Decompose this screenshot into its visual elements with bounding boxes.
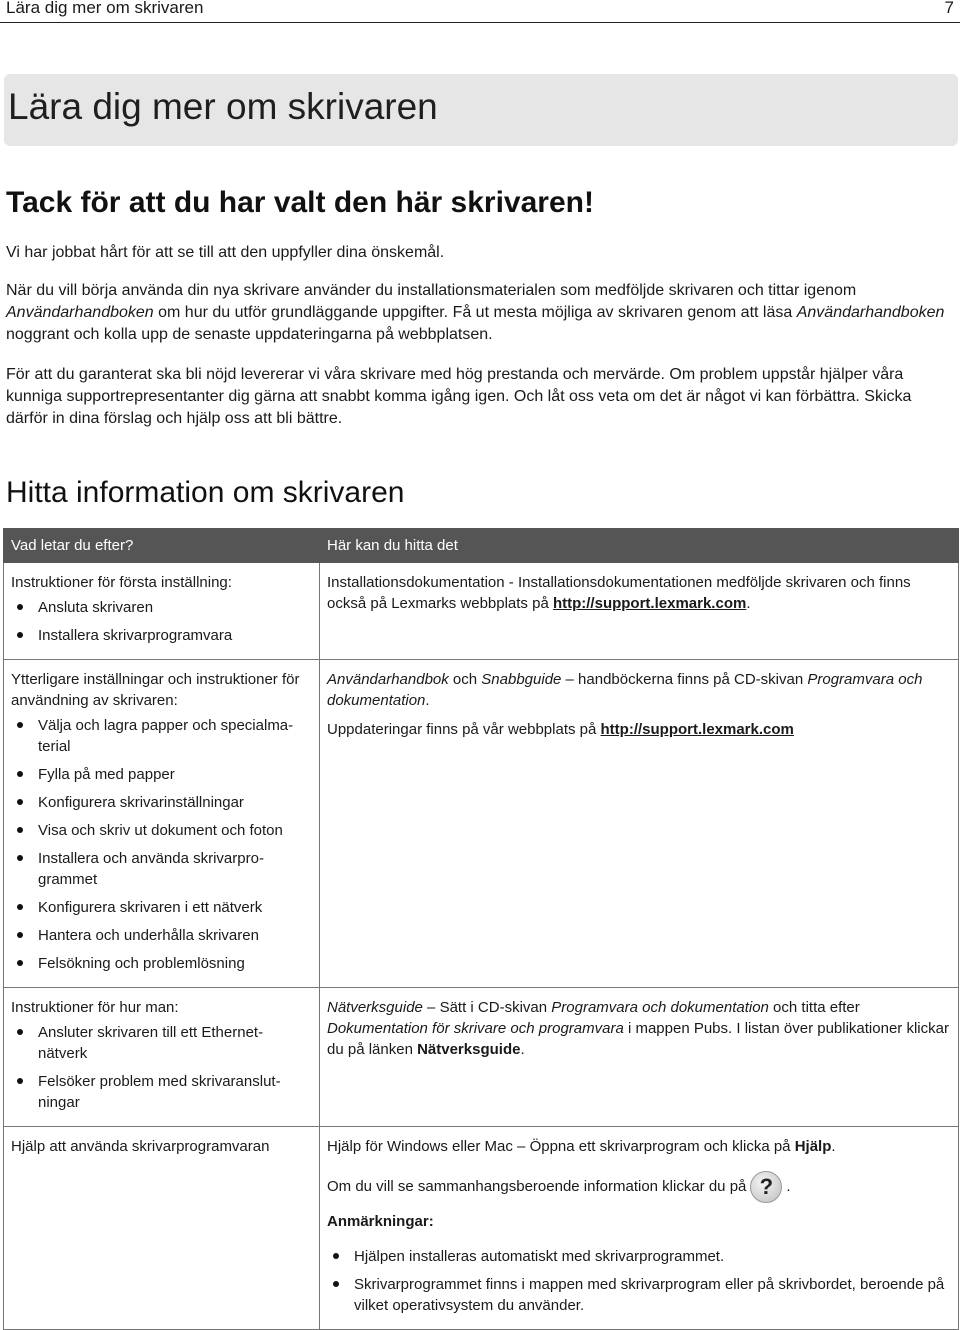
running-header-title: Lära dig mer om skrivaren bbox=[6, 0, 204, 17]
text-run-italic: Användarhandbok bbox=[327, 671, 449, 688]
paragraph-intro: Vi har jobbat hårt för att se till att den uppfyller dina önskemål. bbox=[6, 244, 445, 261]
cell-intro: Instruktioner för hur man: bbox=[11, 999, 179, 1016]
table-row bbox=[4, 563, 959, 660]
bullet-list bbox=[11, 715, 312, 974]
text-run: Hjälp för Windows eller Mac – Öppna ett skrivarprogram och klicka på bbox=[327, 1138, 795, 1155]
text-run-bold: Nätverksguide bbox=[417, 1041, 521, 1058]
list-item: Installera skrivarprogramvara bbox=[11, 625, 312, 646]
text-run: . bbox=[425, 692, 430, 709]
list-item: Felsöker problem med skrivaranslut-ningar bbox=[11, 1071, 312, 1113]
text-run: i mappen Pubs. I listan över publikationer klickar du på länken bbox=[327, 1020, 949, 1058]
list-item: Ansluter skrivaren till ett Ethernet-nätverk bbox=[11, 1022, 312, 1064]
table-cell-answer bbox=[320, 988, 959, 1127]
paragraph-support: För att du garanterat ska bli nöjd levererar vi våra skrivare med hög prestanda och mervärde. Om problem uppstår hjälper våra kunniga supportrepresentanter dig gärna att snabbt komma igång igen. Och låt oss veta om det är något vi kan förbättra. Skicka därför in dina förslag och hjälp oss att bli bättre. bbox=[6, 366, 912, 427]
table-cell-question bbox=[4, 563, 320, 660]
text-run: – Sätt i CD-skivan bbox=[422, 999, 552, 1016]
page-number: 7 bbox=[944, 0, 954, 17]
list-item: Välja och lagra papper och specialma-terial bbox=[11, 715, 312, 757]
text-run-italic: Dokumentation för skrivare och programvara bbox=[327, 1020, 624, 1037]
list-item: Ansluta skrivaren bbox=[11, 597, 312, 618]
table-cell-question bbox=[4, 1127, 320, 1330]
list-item: Fylla på med papper bbox=[11, 764, 312, 785]
bullet-list bbox=[11, 597, 312, 646]
column-header-question: Vad letar du efter? bbox=[4, 529, 320, 563]
table-row bbox=[4, 988, 959, 1127]
text-run-italic: Användarhandboken bbox=[796, 304, 945, 321]
column-header-answer: Här kan du hitta det bbox=[320, 529, 959, 563]
table-cell-question bbox=[4, 660, 320, 988]
section-heading-find-info: Hitta information om skrivaren bbox=[6, 476, 405, 509]
table-cell-question bbox=[4, 988, 320, 1127]
text-run-italic: Programvara och dokumentation bbox=[327, 671, 923, 709]
table-row bbox=[4, 660, 959, 988]
text-run: och titta efter bbox=[768, 999, 860, 1016]
text-run: om hur du utför grundläggande uppgifter. Få ut mesta möjliga av skrivaren genom att läsa bbox=[153, 304, 797, 321]
text-run-italic: Programvara och dokumentation bbox=[551, 999, 769, 1016]
table-cell-answer bbox=[320, 1127, 959, 1330]
paragraph-getting-started bbox=[6, 280, 956, 346]
list-item: Hjälpen installeras automatiskt med skrivarprogrammet. bbox=[327, 1246, 951, 1267]
list-item: Installera och använda skrivarpro-grammet bbox=[11, 848, 312, 890]
text-run: noggrant och kolla upp de senaste uppdateringarna på webbplatsen. bbox=[6, 326, 493, 343]
text-run: Installationsdokumentation - Installationsdokumentationen medföljde skrivaren och finns också på Lexmarks webbplats på bbox=[327, 574, 911, 612]
answer-help bbox=[327, 1136, 951, 1157]
text-run: . bbox=[831, 1138, 836, 1155]
list-item: Felsökning och problemlösning bbox=[11, 953, 312, 974]
text-run: Om du vill se sammanhangsberoende information klickar du på bbox=[327, 1177, 747, 1195]
text-run: . bbox=[746, 595, 751, 612]
list-item: Konfigurera skrivaren i ett nätverk bbox=[11, 897, 312, 918]
notes-label: Anmärkningar: bbox=[327, 1213, 434, 1230]
cell-intro: Hjälp att använda skrivarprogramvaran bbox=[11, 1138, 270, 1155]
text-run: Uppdateringar finns på vår webbplats på bbox=[327, 721, 601, 738]
answer-updates bbox=[327, 719, 951, 740]
running-header bbox=[0, 0, 960, 23]
text-run-italic: Nätverksguide bbox=[327, 999, 423, 1016]
cell-intro: Instruktioner för första inställning: bbox=[11, 574, 232, 591]
info-table bbox=[3, 528, 959, 1330]
support-link[interactable]: http://support.lexmark.com bbox=[600, 721, 794, 738]
text-run: . bbox=[520, 1041, 525, 1058]
list-item: Hantera och underhålla skrivaren bbox=[11, 925, 312, 946]
text-run: och bbox=[448, 671, 482, 688]
chapter-title: Lära dig mer om skrivaren bbox=[8, 86, 438, 127]
list-item: Konfigurera skrivarinställningar bbox=[11, 792, 312, 813]
text-run: . bbox=[786, 1177, 791, 1195]
chapter-title-bar bbox=[4, 74, 958, 146]
table-header-row bbox=[4, 529, 959, 563]
list-item: Visa och skriv ut dokument och foton bbox=[11, 820, 312, 841]
bullet-list bbox=[11, 1022, 312, 1113]
text-run: När du vill börja använda din nya skrivare använder du installationsmaterialen som medföljde skrivaren och tittar igenom bbox=[6, 282, 857, 299]
text-run-italic: Snabbguide bbox=[481, 671, 562, 688]
cell-intro: Ytterligare inställningar och instruktioner för användning av skrivaren: bbox=[11, 671, 300, 709]
text-run: – handböckerna finns på CD-skivan bbox=[561, 671, 808, 688]
table-cell-answer bbox=[320, 563, 959, 660]
table-cell-answer bbox=[320, 660, 959, 988]
answer-manuals bbox=[327, 669, 951, 711]
text-run-bold: Hjälp bbox=[794, 1138, 832, 1155]
help-question-icon: ? bbox=[750, 1171, 782, 1203]
section-heading-thanks: Tack för att du har valt den här skrivaren! bbox=[6, 186, 594, 219]
notes-list bbox=[327, 1246, 951, 1316]
text-run-italic: Användarhandboken bbox=[6, 304, 154, 321]
answer-context-help bbox=[327, 1171, 951, 1203]
table-row bbox=[4, 1127, 959, 1330]
list-item: Skrivarprogrammet finns i mappen med skrivarprogram eller på skrivbordet, beroende på vilket operativsystem du använder. bbox=[327, 1274, 951, 1316]
support-link[interactable]: http://support.lexmark.com bbox=[552, 595, 747, 612]
